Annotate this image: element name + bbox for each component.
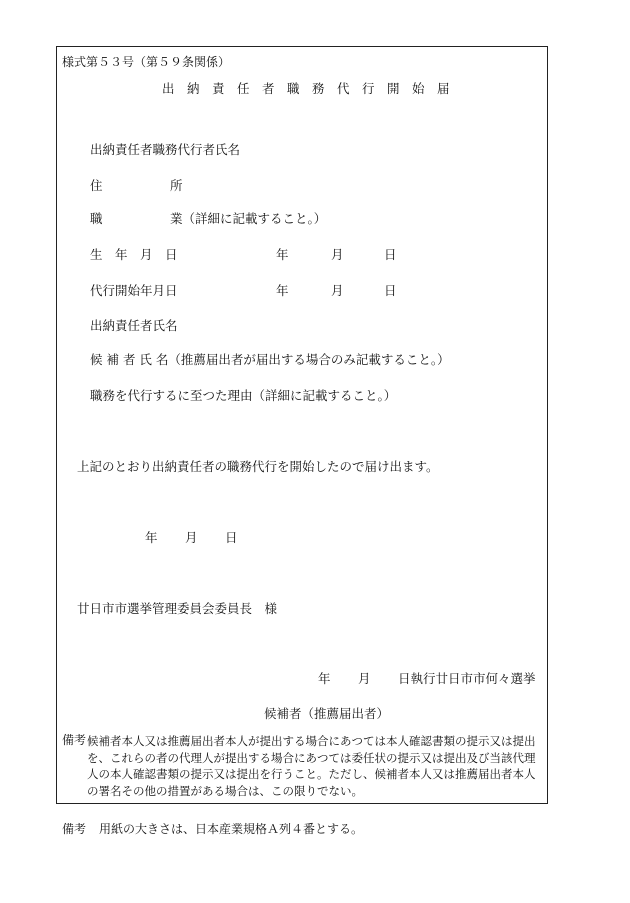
remarks-heading: 備考 — [62, 733, 87, 747]
occupation-label-b: 業（詳細に記載すること。） — [170, 211, 327, 226]
addressee: 廿日市市選挙管理委員会委員長 様 — [77, 601, 278, 616]
birth-month-label: 月 — [331, 247, 344, 262]
reason-label: 職務を代行するに至つた理由（詳細に記載すること。） — [90, 388, 397, 403]
footer-note-text: 用紙の大きさは、日本産業規格Ａ列４番とする。 — [99, 822, 364, 836]
signer-label: 候補者（推薦届出者） — [264, 706, 390, 721]
treasurer-name-label: 出納責任者氏名 — [90, 318, 178, 333]
submission-day-label: 日 — [225, 530, 238, 545]
address-label-b: 所 — [170, 178, 183, 193]
election-month-label: 月 — [358, 671, 371, 686]
election-year-label: 年 — [318, 671, 331, 686]
form-number: 様式第５３号（第５９条関係） — [62, 55, 231, 69]
occupation-label-a: 職 — [90, 211, 103, 226]
start-month-label: 月 — [331, 283, 344, 298]
footer-note-heading: 備考 — [62, 822, 87, 836]
birth-day-label: 日 — [384, 247, 397, 262]
birth-date-label: 生 年 月 日 — [90, 247, 178, 262]
submission-year-label: 年 — [145, 530, 158, 545]
statement: 上記のとおり出納責任者の職務代行を開始したので届け出ます。 — [77, 459, 439, 474]
deputy-name-label: 出納責任者職務代行者氏名 — [90, 142, 241, 157]
address-label-a: 住 — [90, 178, 103, 193]
remarks-text: 候補者本人又は推薦届出者本人が提出する場合にあつては本人確認書類の提示又は提出を、これらの者の代理人が提出する場合にあつては委任状の提示又は提出及び当該代理人の本人確認書類の提示又は提出を行うこと。ただし、候補者本人又は推薦届出者本人の署名その他の措置がある場合は、この限りでない。 — [87, 734, 536, 798]
candidate-name-label: 候 補 者 氏 名（推薦届出者が届出する場合のみ記載すること。） — [90, 352, 450, 367]
start-day-label: 日 — [384, 283, 397, 298]
election-text: 日執行廿日市市何々選挙 — [398, 671, 536, 686]
birth-year-label: 年 — [276, 247, 289, 262]
start-date-label: 代行開始年月日 — [90, 283, 178, 298]
start-year-label: 年 — [276, 283, 289, 298]
submission-month-label: 月 — [185, 530, 198, 545]
form-frame — [56, 46, 548, 804]
form-title: 出 納 責 任 者 職 務 代 行 開 始 届 — [162, 81, 450, 96]
